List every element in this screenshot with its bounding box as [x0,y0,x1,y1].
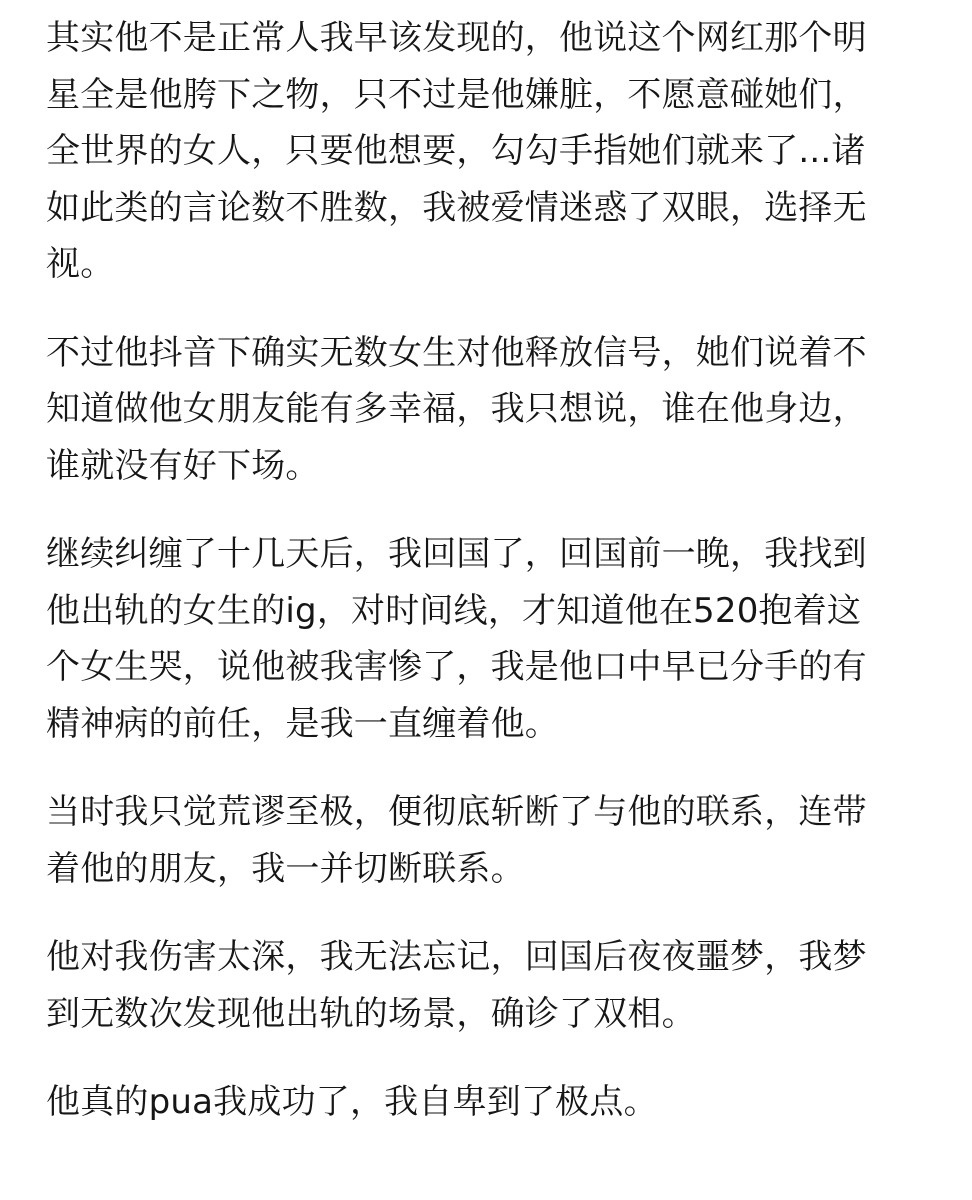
text-line: 着他的朋友，我一并切断联系。 [46,848,525,889]
text-line: 星全是他胯下之物，只不过是他嫌脏，不愿意碰她们， [46,74,867,115]
text-line: 当时我只觉荒谬至极，便彻底斩断了与他的联系，连带 [46,792,867,832]
text-line: 他对我伤害太深，我无法忘记，回国后夜夜噩梦，我梦 [46,937,867,977]
text-line: 视。 [46,244,115,284]
paragraph-5 [46,929,936,1042]
text-line: 其实他不是正常人我早该发现的，他说这个网红那个明 [46,18,867,58]
paragraph-6 [46,1074,936,1131]
paragraph-4 [46,784,936,897]
text-line: 他真的pua我成功了，我自卑到了极点。 [46,1082,658,1122]
article-body [46,10,936,1163]
text-line: 到无数次发现他出轨的场景，确诊了双相。 [46,993,696,1034]
paragraph-3 [46,526,936,752]
text-line: 如此类的言论数不胜数，我被爱情迷惑了双眼，选择无 [46,187,867,228]
paragraph-1 [46,10,936,293]
text-line: 全世界的女人，只要他想要，勾勾手指她们就来了...诸 [46,131,866,171]
text-line: 知道做他女朋友能有多幸福，我只想说，谁在他身边， [46,389,867,429]
text-line: 继续纠缠了十几天后，我回国了，回国前一晚，我找到 [46,534,867,574]
text-line: 不过他抖音下确实无数女生对他释放信号，她们说着不 [46,332,867,373]
text-line: 他出轨的女生的ig，对时间线，才知道他在520抱着这 [46,590,862,631]
text-line: 个女生哭，说他被我害惨了，我是他口中早已分手的有 [46,647,867,687]
text-line: 精神病的前任，是我一直缠着他。 [46,703,559,744]
paragraph-2 [46,325,936,495]
text-line: 谁就没有好下场。 [46,445,320,486]
